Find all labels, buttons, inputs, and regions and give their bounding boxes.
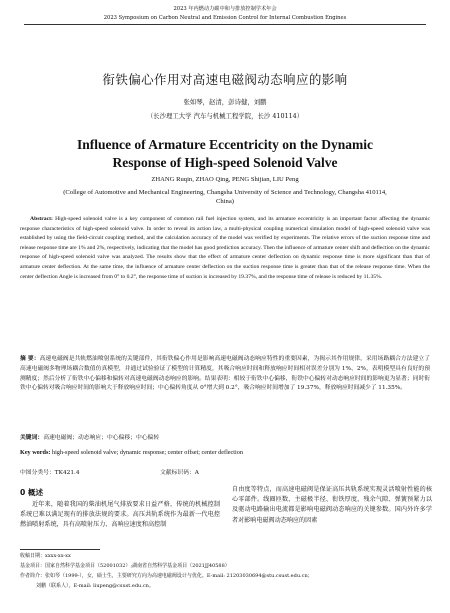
footnote-author: 作者简介：张如琴（1999-），女，硕士生，主要研究方向为高速电磁阀设计与优化。E-mail: 21203030694@stu.csust.edu.cn； <box>20 573 313 579</box>
chinese-keywords <box>20 432 430 441</box>
english-keywords-text: high-speed solenoid valve; dynamic response; center offset; center deflection <box>50 449 243 456</box>
chinese-keywords-label: 关键词： <box>20 435 44 441</box>
conference-header-en: 2023 Symposium on Carbon Neutral and Emission Control for Internal Combustion Engines <box>103 15 347 21</box>
chinese-abstract-text: 高速电磁阀是共轨燃油喷射系统的关键部件，其衔铁偏心作用是影响高速电磁阀动态响应特性的重要因素，为揭示其作用规律，采用场路耦合方法建立了高速电磁阀多物理场耦合数值仿真模型，并通过试验验证了模型的计算精度，其吸合响应时间和释放响应时间相对误差分别为 1%、2%，表明模型具有良好的预测精度；然后分析了衔铁中心偏移和偏转对高速电磁阀动态响应的影响。结果表明：相较于衔铁中心偏移，衔铁中心偏转对动态响应时间的影响更为显著；同时衔铁中心偏转对吸合响应时间的影响大于释放响应时间；中心偏转角度从 0°增大到 0.2°，吸合响应时间增加了 19.37%，释放响应时间减少了 11.35%。 <box>20 356 430 392</box>
chinese-affiliation: （长沙理工大学 汽车与机械工程学院，长沙 410114） <box>146 112 304 120</box>
clc-number: 中图分类号：TK421.4 <box>20 470 80 476</box>
abstract-label: Abstract: <box>30 216 53 222</box>
conference-header-cn: 2023 年内燃动力碳中和与排放控制学术年会 <box>173 6 277 12</box>
section-heading: 0 概述 <box>20 488 44 497</box>
english-abstract <box>20 215 430 282</box>
footnote-fund: 基金项目：国家自然科学基金项目（52001032）;湖南省自然科学基金项目（2021JJ40588） <box>20 563 230 569</box>
english-keywords-label: Key words: <box>20 449 51 456</box>
footnote-rule <box>20 549 100 550</box>
document-code: 文献标识码：A <box>160 470 199 476</box>
chinese-title: 衔铁偏心作用对高速电磁阀动态响应的影响 <box>102 72 348 87</box>
footnote-received: 收稿日期：xxxx-xx-xx <box>20 553 71 559</box>
chinese-authors: 张如琴，赵清，彭诗健，刘鹏 <box>183 98 267 106</box>
english-authors: ZHANG Ruqin, ZHAO Qing, PENG Shijian, LIU Peng <box>151 176 299 183</box>
chinese-keywords-text: 高速电磁阀；动态响应；中心偏移；中心偏转 <box>43 435 160 441</box>
chinese-abstract-label: 摘 要： <box>20 356 40 362</box>
footnote-contact: 刘鹏（联系人），E-mail: liupeng@csust.edu.cn。 <box>36 583 154 589</box>
body-column-right: 自由度等特点，而高速电磁阀是保证高压共轨系统实现灵活喷射性能的核心零部件。线圈匝数、主磁极半径、衔铁厚度、残余气隙、弹簧预紧力以及驱动电路输出电流都是影响电磁阀动态响应的关键参数。国内外许多学者对影响电磁阀动态响应的因素 <box>232 486 432 524</box>
english-title: Influence of Armature Eccentricity on the Dynamic Response of High-speed Solenoid Valve <box>77 137 373 170</box>
body-column-left: 近年来，随着我国的柴油机尾气排放要求日益严格，传统的机械控制系统已难以满足现有的排放法规的要求。高压共轨系统作为最新一代电控燃油喷射系统，具有高喷射压力、高响应速度和高控制 <box>20 501 220 529</box>
english-keywords <box>20 449 430 456</box>
abstract-text: High-speed solenoid valve is a key component of common rail fuel injection system, and its armature eccentricity is an important factor affecting the dynamic response characteristics of high-speed solenoid valve. In order to reveal its action law, a multi-physical coupling numerical simulation model of high-speed solenoid valve was established by using the field-circuit coupling method, and the calculation accuracy of the model was verified by experiments. The relative errors of the suction response time and release response time are 1% and 2%, respectively, indicating that the model has good prediction accuracy. Then the influence of armature center shift and deflection on the dynamic response of high-speed solenoid valve was analyzed. The results show that the effect of armature center deflection on dynamic response time is more significant than that of armature center deflection. At the same time, the influence of armature center deflection on the suction response time is greater than that of the release response time. When the center deflection Angle is increased from 0° to 0.2°, the response time of suction is increased by 19.37%, and the response time of release is reduced by 11.35%. <box>20 216 430 280</box>
chinese-abstract <box>20 355 430 394</box>
english-affiliation: (College of Automotive and Mechanical Engineering, Changsha University of Science and Technology, Changsha 410114, China) <box>63 189 387 205</box>
header-rule <box>24 24 426 25</box>
